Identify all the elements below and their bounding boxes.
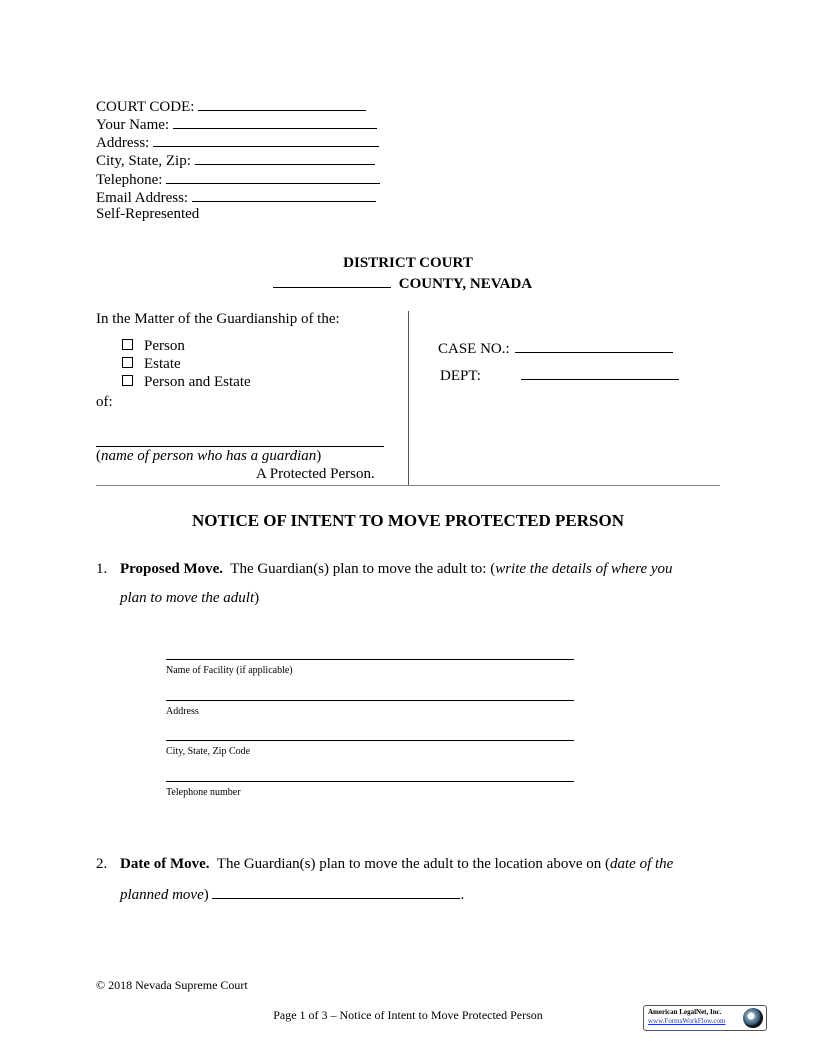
dept-field[interactable]: [521, 365, 679, 380]
your-name-field[interactable]: [173, 114, 377, 129]
county-label: COUNTY, NEVADA: [398, 276, 533, 292]
person-and-estate-checkbox[interactable]: [122, 375, 133, 386]
address-label: Address:: [96, 135, 150, 151]
court-name: DISTRICT COURT: [343, 255, 473, 271]
name-hint: (name of person who has a guardian): [96, 448, 322, 464]
section1-line2: plan to move the adult): [120, 590, 260, 606]
facility-name-field[interactable]: [166, 659, 574, 660]
page-footer: Page 1 of 3 – Notice of Intent to Move Protected Person: [273, 1008, 543, 1022]
self-represented-row: [96, 205, 199, 223]
document-title: NOTICE OF INTENT TO MOVE PROTECTED PERSON: [191, 511, 624, 530]
protected-person-name-field[interactable]: [96, 446, 384, 447]
section2-text: The Guardian(s) plan to move the adult to the location above on: [216, 856, 602, 872]
matter-label: In the Matter of the Guardianship of the:: [96, 311, 340, 327]
caption-divider: [408, 311, 409, 485]
city-state-zip-field[interactable]: [195, 150, 375, 165]
dept-row: [440, 365, 679, 385]
section2-hint2: planned move: [120, 887, 204, 903]
section1-heading: Proposed Move.: [120, 561, 224, 577]
copyright: © 2018 Nevada Supreme Court: [96, 978, 248, 992]
self-represented-label: Self-Represented: [96, 206, 200, 222]
section1-number: 1.: [96, 561, 108, 577]
telephone-field[interactable]: [166, 169, 380, 184]
address-field[interactable]: [153, 132, 379, 147]
protected-person-label: A Protected Person.: [256, 466, 375, 482]
section2-line2: planned move) .: [120, 884, 464, 904]
section2-number: 2.: [96, 856, 108, 872]
move-telephone-label: Telephone number: [166, 787, 241, 798]
of-label: of:: [96, 394, 113, 410]
court-code-label: COURT CODE:: [96, 99, 195, 115]
option-person[interactable]: Person: [122, 338, 185, 355]
city-state-zip-label: City, State, Zip:: [96, 153, 191, 169]
court-code-field[interactable]: [198, 96, 366, 111]
county-row: [273, 273, 532, 293]
option-person-and-estate[interactable]: Person and Estate: [122, 374, 251, 391]
vendor-url[interactable]: www.FormsWorkFlow.com: [648, 1017, 726, 1025]
vendor-logo[interactable]: [643, 1005, 767, 1031]
move-address-label: Address: [166, 706, 199, 717]
option-estate[interactable]: Estate: [122, 356, 181, 373]
person-checkbox[interactable]: [122, 339, 133, 350]
caption-bottom-rule: [96, 485, 720, 486]
vendor-name: American LegalNet, Inc.: [648, 1008, 722, 1016]
facility-name-label: Name of Facility (if applicable): [166, 665, 293, 676]
section2-hint1: date of the: [610, 856, 674, 872]
move-address-field[interactable]: [166, 700, 574, 701]
case-no-field[interactable]: [515, 338, 673, 353]
court-code-row: [96, 96, 366, 114]
globe-icon: [743, 1008, 763, 1028]
email-field[interactable]: [192, 187, 376, 202]
estate-checkbox[interactable]: [122, 357, 133, 368]
telephone-row: [96, 169, 380, 187]
dept-label: DEPT:: [440, 368, 481, 384]
move-city-state-zip-field[interactable]: [166, 740, 574, 741]
section2-heading: Date of Move.: [120, 856, 210, 872]
section1-line1: Proposed Move. The Guardian(s) plan to move the adult to: (write the details of where you: [120, 561, 673, 577]
section2-line1: Date of Move. The Guardian(s) plan to move the adult to the location above on (date of the: [120, 856, 674, 872]
move-date-field[interactable]: [212, 884, 460, 899]
section1-text: The Guardian(s) plan to move the adult to:: [230, 561, 487, 577]
case-no-label: CASE NO.:: [438, 341, 510, 357]
move-city-state-zip-label: City, State, Zip Code: [166, 746, 251, 757]
section1-hint1: write the details of where you: [495, 561, 673, 577]
your-name-row: [96, 114, 377, 132]
email-label: Email Address:: [96, 190, 189, 206]
your-name-label: Your Name:: [96, 117, 170, 133]
address-row: [96, 132, 379, 150]
section1-hint2: plan to move the adult: [120, 590, 255, 606]
county-field[interactable]: [273, 273, 391, 288]
move-telephone-field[interactable]: [166, 781, 574, 782]
email-row: [96, 187, 376, 205]
city-state-zip-row: [96, 150, 375, 168]
case-no-row: [438, 338, 673, 358]
telephone-label: Telephone:: [96, 172, 163, 188]
